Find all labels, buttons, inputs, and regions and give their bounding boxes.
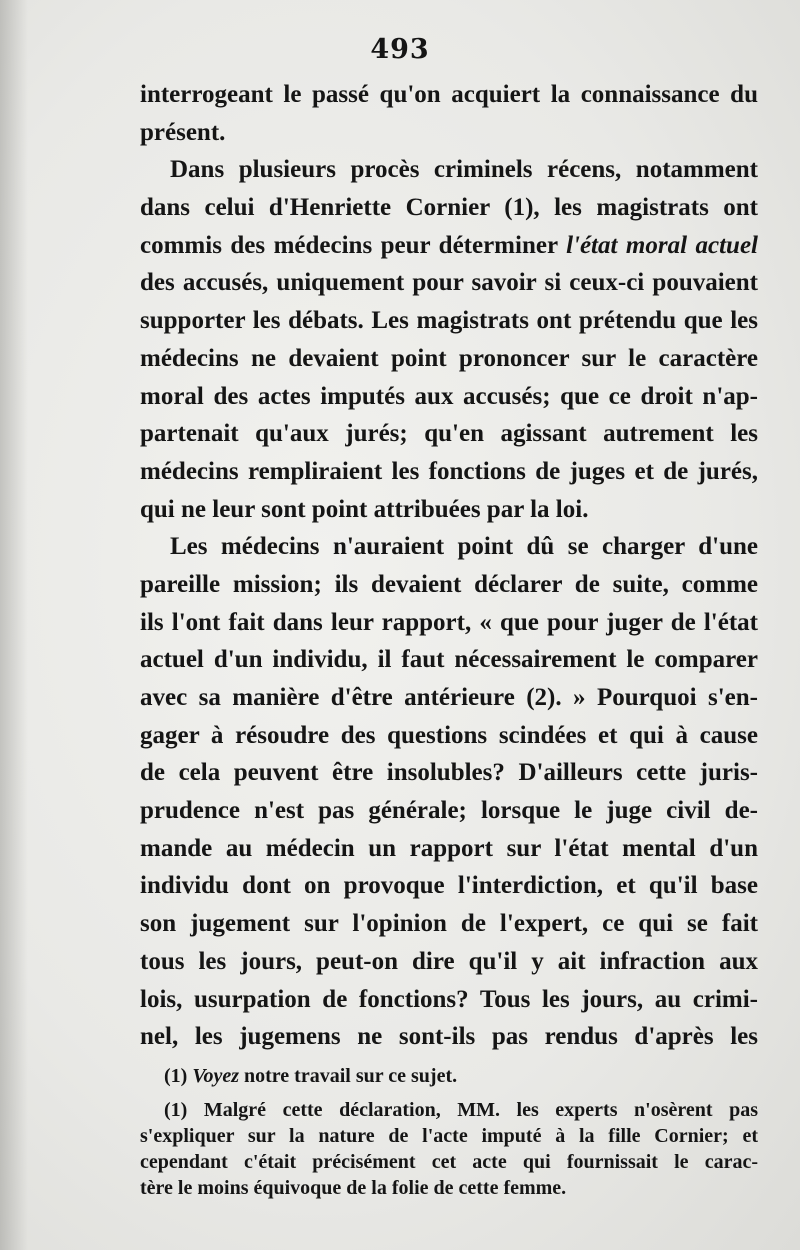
footnote-line: tère le moins équivoque de la folie de cette femme. [140,1177,567,1199]
text-line: des accusés, uniquement pour savoir si ceux-ci pouvaient [140,269,758,297]
text-line: pareille mission; ils devaient déclarer de suite, comme [140,570,758,598]
text-line: présent. [140,118,226,146]
italic-word: Voyez [192,1065,239,1087]
text-line: son jugement sur l'opinion de l'expert, ce qui se fait [140,910,758,938]
page-edge-shadow [0,0,28,1250]
text-line: partenait qu'aux jurés; qu'en agissant autrement les [140,420,758,448]
text-line: dans celui d'Henriette Cornier (1), les magistrats ont [140,194,758,222]
text-line: interrogeant le passé qu'on acquiert la connaissance du [140,81,758,108]
text-segment: commis des médecins peur déterminer [140,231,567,259]
text-line: moral des actes imputés aux accusés; que ce droit n'ap- [140,382,758,410]
footnote-text: notre travail sur ce sujet. [239,1065,458,1087]
text-line: mande au médecin un rapport sur l'état mental d'un [140,834,758,862]
footnote-line: (1) Malgré cette déclaration, MM. les experts n'osèrent pas [164,1099,758,1121]
text-line: ils l'ont fait dans leur rapport, « que pour juger de l'état [140,608,758,636]
text-line: de cela peuvent être insolubles? D'ailleurs cette juris- [140,759,758,787]
italic-phrase: l'état moral actuel [566,231,758,259]
text-line: avec sa manière d'être antérieure (2). » Pourquoi s'en- [140,684,758,711]
page-number: 493 [370,34,430,65]
text-line: lois, usurpation de fonctions? Tous les jours, au crimi- [140,985,758,1013]
text-line: tous les jours, peut-on dire qu'il y ait infraction aux [140,947,758,975]
text-line: gager à résoudre des questions scindées et qui à cause [140,721,758,749]
text-line [140,227,758,265]
body-text [140,76,758,1056]
footnote-line: cependant c'était précisément cet acte qui fournissait le carac- [140,1151,758,1173]
text-line: qui ne leur sont point attribuées par la loi. [140,495,589,523]
footnotes [140,1063,758,1201]
text-line: actuel d'un individu, il faut nécessairement le comparer [140,646,758,674]
footnote-1 [140,1063,758,1089]
footnote-line: s'expliquer sur la nature de l'acte imputé à la fille Cornier; et [140,1125,758,1147]
footnote-marker: (1) [164,1065,188,1087]
text-line: médecins ne devaient point prononcer sur le caractère [140,344,758,372]
text-line: prudence n'est pas générale; lorsque le juge civil de- [140,797,758,825]
text-line: médecins rempliraient les fonctions de juges et de jurés, [140,457,758,485]
text-line: nel, les jugemens ne sont-ils pas rendus d'après les [140,1023,758,1051]
text-line: supporter les débats. Les magistrats ont prétendu que les [140,307,758,335]
text-line: Les médecins n'auraient point dû se charger d'une [170,533,758,561]
text-line: individu dont on provoque l'interdiction, et qu'il base [140,872,758,900]
text-line: Dans plusieurs procès criminels récens, notamment [170,156,758,184]
